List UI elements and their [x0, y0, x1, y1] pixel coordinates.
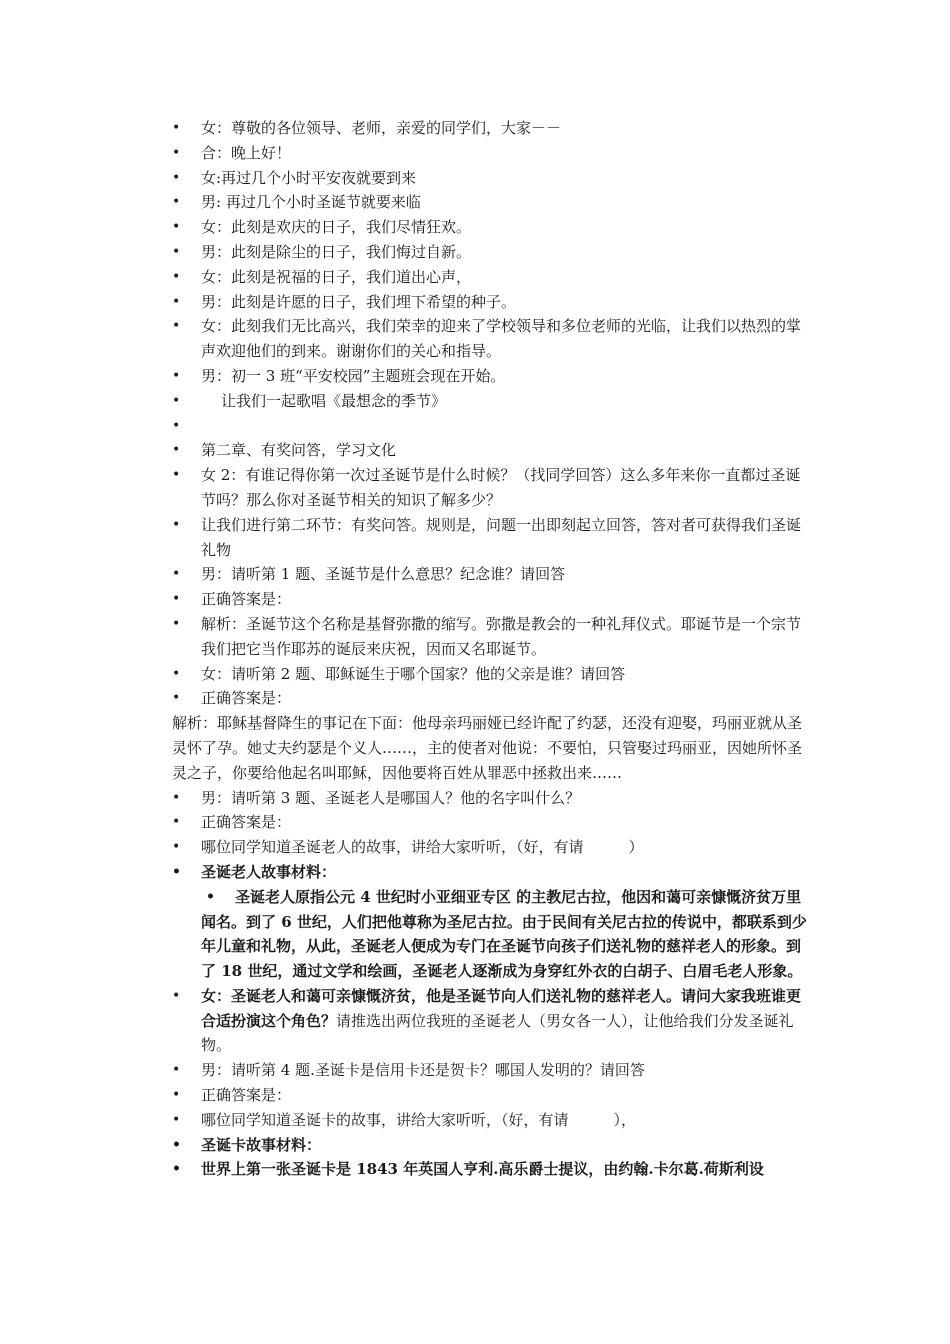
list-item: • 女：此刻是欢庆的日子，我们尽情狂欢。	[172, 215, 812, 240]
document-body	[172, 116, 812, 1182]
list-item: • 女：尊敬的各位领导、老师，亲爱的同学们，大家－－	[172, 116, 812, 141]
list-item	[172, 389, 812, 414]
normal-segment: 请推选出两位我班的圣诞老人（男女各一人），让他给我们分发圣诞礼物。	[201, 1011, 794, 1055]
list-item: • 正确答案是：	[172, 587, 812, 612]
bold-segment: 女：圣诞老人和蔼可亲慷慨济贫，他是圣诞节向人们送礼物的慈祥老人。请问大家我班谁更合适扮演这个角色？	[201, 986, 802, 1030]
paragraph: 解析：耶稣基督降生的事记在下面：他母亲玛丽娅已经许配了约瑟，还没有迎娶，玛丽亚就从圣灵怀了孕。她丈夫约瑟是个义人……，主的使者对他说：不要怕，只管娶过玛丽亚，因她所怀圣灵之子，你要给他起名叫耶稣，因他要将百姓从罪恶中拯救出来……	[172, 714, 803, 782]
list-item: • 合：晚上好！	[172, 141, 812, 166]
list-item: • 正确答案是：	[172, 686, 812, 711]
list-item: • 女:再过几个小时平安夜就要到来	[172, 166, 812, 191]
list-item	[172, 984, 812, 1058]
story-paragraph	[172, 885, 812, 984]
story-text: 圣诞老人原指公元 4 世纪时小亚细亚专区 的主教尼古拉，他因和蔼可亲慷慨济贫万里闻名。到了 6 世纪，人们把他尊称为圣尼古拉。由于民间有关尼古拉的传说中，都联系到少年儿童和礼物，从此，圣诞老人便成为专门在圣诞节向孩子们送礼物的慈祥老人的形象。到了 18 世纪，通过文学和绘画，圣诞老人逐渐成为身穿红外衣的白胡子、白眉毛老人形象。	[201, 887, 807, 981]
list-item: • 男：请听第 4 题.圣诞卡是信用卡还是贺卡？哪国人发明的？请回答	[172, 1058, 812, 1083]
list-item: • 男：初一 3 班“平安校园”主题班会现在开始。	[172, 364, 812, 389]
list-item: • 女：此刻是祝福的日子，我们道出心声，	[172, 265, 812, 290]
list-item: • 正确答案是：	[172, 1083, 812, 1108]
list-item: • 女：请听第 2 题、耶稣诞生于哪个国家？他的父亲是谁？请回答	[172, 662, 812, 687]
story-heading: • 圣诞老人故事材料：	[172, 860, 812, 885]
list-item: • 正确答案是：	[172, 810, 812, 835]
list-item: • 男：请听第 1 题、圣诞节是什么意思？纪念谁？请回答	[172, 562, 812, 587]
song-line: 让我们一起歌唱《最想念的季节》	[221, 391, 447, 410]
chapter-heading: • 第二章、有奖问答，学习文化	[172, 438, 812, 463]
empty-list-item	[172, 414, 812, 439]
list-item: • 男：请听第 3 题、圣诞老人是哪国人？他的名字叫什么？	[172, 786, 812, 811]
list-item: • 哪位同学知道圣诞卡的故事，讲给大家听听，（好，有请 ），	[172, 1108, 812, 1133]
list-item: • 让我们进行第二环节：有奖问答。规则是，问题一出即刻起立回答，答对者可获得我们圣诞礼物	[172, 513, 812, 563]
list-item: • 女 2：有谁记得你第一次过圣诞节是什么时候？（找同学回答）这么多年来你一直都过圣诞节吗？那么你对圣诞节相关的知识了解多少？	[172, 463, 812, 513]
story-heading: • 圣诞卡故事材料：	[172, 1133, 812, 1158]
list-item: • 男: 再过几个小时圣诞节就要来临	[172, 190, 812, 215]
list-item: • 女：此刻我们无比高兴，我们荣幸的迎来了学校领导和多位老师的光临，让我们以热烈的掌声欢迎他们的到来。谢谢你们的关心和指导。	[172, 314, 812, 364]
list-item: • 男：此刻是除尘的日子，我们悔过自新。	[172, 240, 812, 265]
list-item: • 男：此刻是许愿的日子，我们埋下希望的种子。	[172, 290, 812, 315]
list-item: • 世界上第一张圣诞卡是 1843 年英国人亨利.高乐爵士提议，由约翰.卡尔葛.荷斯利设	[172, 1157, 812, 1182]
list-item: • 哪位同学知道圣诞老人的故事，讲给大家听听，（好，有请 ）	[172, 835, 812, 860]
list-item: • 解析：圣诞节这个名称是基督弥撒的缩写。弥撒是教会的一种礼拜仪式。耶诞节是一个宗节我们把它当作耶苏的诞辰来庆祝，因而又名耶诞节。	[172, 612, 812, 662]
